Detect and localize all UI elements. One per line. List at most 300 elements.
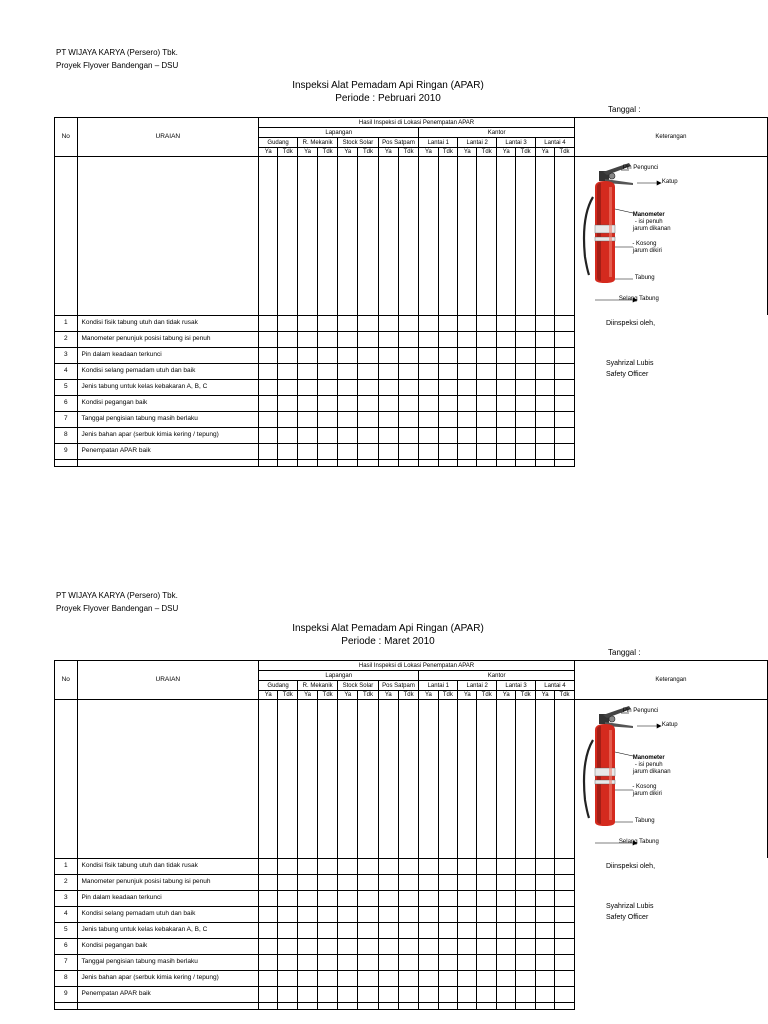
check-cell[interactable] (516, 938, 536, 954)
check-cell[interactable] (477, 315, 497, 331)
check-cell[interactable] (516, 874, 536, 890)
check-cell[interactable] (298, 363, 318, 379)
check-cell[interactable] (358, 922, 378, 938)
check-cell[interactable] (298, 331, 318, 347)
table-row (55, 922, 768, 938)
check-cell[interactable] (378, 874, 398, 890)
check-cell[interactable] (298, 986, 318, 1002)
check-cell[interactable] (419, 906, 438, 922)
check-cell[interactable] (438, 954, 458, 970)
check-cell[interactable] (419, 379, 438, 395)
check-cell[interactable] (259, 986, 278, 1002)
check-cell[interactable] (419, 858, 438, 874)
check-cell[interactable] (555, 379, 575, 395)
check-cell[interactable] (338, 347, 358, 363)
check-cell[interactable] (419, 890, 438, 906)
check-cell[interactable] (555, 986, 575, 1002)
check-cell[interactable] (338, 395, 358, 411)
check-cell[interactable] (555, 954, 575, 970)
check-cell[interactable] (398, 986, 418, 1002)
check-cell[interactable] (338, 363, 358, 379)
check-cell[interactable] (358, 395, 378, 411)
check-cell[interactable] (298, 395, 318, 411)
check-cell[interactable] (278, 315, 298, 331)
check-cell[interactable] (298, 427, 318, 443)
check-cell[interactable] (398, 379, 418, 395)
check-cell[interactable] (338, 331, 358, 347)
check-cell[interactable] (555, 443, 575, 459)
check-cell[interactable] (259, 347, 278, 363)
check-cell[interactable] (516, 363, 536, 379)
check-cell[interactable] (298, 938, 318, 954)
check-cell[interactable] (419, 874, 438, 890)
check-cell[interactable] (298, 379, 318, 395)
check-cell[interactable] (278, 922, 298, 938)
check-cell[interactable] (477, 427, 497, 443)
check-cell[interactable] (438, 890, 458, 906)
check-cell[interactable] (318, 986, 338, 1002)
check-cell[interactable] (536, 443, 555, 459)
check-cell[interactable] (338, 970, 358, 986)
check-cell[interactable] (458, 874, 477, 890)
check-cell[interactable] (438, 427, 458, 443)
check-cell[interactable] (278, 938, 298, 954)
check-cell[interactable] (259, 970, 278, 986)
check-cell[interactable] (477, 890, 497, 906)
check-cell[interactable] (259, 427, 278, 443)
check-cell[interactable] (516, 315, 536, 331)
check-cell[interactable] (318, 363, 338, 379)
check-cell[interactable] (497, 970, 516, 986)
check-cell[interactable] (419, 938, 438, 954)
check-cell[interactable] (298, 858, 318, 874)
check-cell[interactable] (497, 922, 516, 938)
check-cell[interactable] (477, 363, 497, 379)
check-cell[interactable] (358, 938, 378, 954)
check-cell[interactable] (358, 379, 378, 395)
check-cell[interactable] (497, 379, 516, 395)
row-number: 5 (55, 922, 78, 938)
check-cell[interactable] (278, 395, 298, 411)
check-cell[interactable] (318, 922, 338, 938)
check-cell[interactable] (477, 443, 497, 459)
check-cell[interactable] (477, 411, 497, 427)
check-cell[interactable] (536, 890, 555, 906)
check-cell[interactable] (259, 363, 278, 379)
check-cell[interactable] (259, 315, 278, 331)
check-cell[interactable] (278, 970, 298, 986)
check-cell[interactable] (458, 970, 477, 986)
check-cell[interactable] (536, 874, 555, 890)
check-cell[interactable] (358, 331, 378, 347)
check-cell[interactable] (536, 427, 555, 443)
check-cell[interactable] (438, 347, 458, 363)
check-cell[interactable] (338, 411, 358, 427)
check-cell[interactable] (378, 890, 398, 906)
check-cell[interactable] (259, 395, 278, 411)
check-cell[interactable] (555, 970, 575, 986)
check-cell[interactable] (358, 347, 378, 363)
check-cell[interactable] (378, 922, 398, 938)
check-cell[interactable] (516, 443, 536, 459)
check-cell[interactable] (378, 379, 398, 395)
check-cell[interactable] (298, 874, 318, 890)
check-cell[interactable] (555, 315, 575, 331)
check-cell[interactable] (298, 970, 318, 986)
check-cell[interactable] (278, 954, 298, 970)
row-uraian: Pin dalam keadaan terkunci (77, 347, 259, 363)
check-cell[interactable] (438, 938, 458, 954)
company-name: PT WIJAYA KARYA (Persero) Tbk. (56, 591, 178, 600)
check-cell[interactable] (298, 922, 318, 938)
check-cell[interactable] (438, 858, 458, 874)
check-cell[interactable] (458, 315, 477, 331)
check-cell[interactable] (338, 906, 358, 922)
check-cell[interactable] (378, 986, 398, 1002)
check-cell[interactable] (458, 331, 477, 347)
check-cell[interactable] (358, 970, 378, 986)
check-cell[interactable] (419, 315, 438, 331)
check-cell[interactable] (298, 443, 318, 459)
check-cell[interactable] (298, 890, 318, 906)
check-cell[interactable] (536, 363, 555, 379)
check-cell[interactable] (438, 411, 458, 427)
check-cell[interactable] (358, 315, 378, 331)
check-cell[interactable] (358, 954, 378, 970)
check-cell[interactable] (516, 906, 536, 922)
check-cell[interactable] (555, 411, 575, 427)
check-cell[interactable] (278, 331, 298, 347)
check-cell[interactable] (358, 363, 378, 379)
check-cell[interactable] (516, 954, 536, 970)
check-cell[interactable] (378, 858, 398, 874)
check-cell[interactable] (318, 427, 338, 443)
check-cell[interactable] (318, 858, 338, 874)
check-cell[interactable] (536, 315, 555, 331)
check-cell[interactable] (318, 890, 338, 906)
check-cell[interactable] (259, 922, 278, 938)
check-cell[interactable] (259, 890, 278, 906)
check-cell[interactable] (458, 890, 477, 906)
check-cell[interactable] (378, 970, 398, 986)
check-cell[interactable] (338, 938, 358, 954)
check-cell[interactable] (497, 395, 516, 411)
check-cell[interactable] (358, 427, 378, 443)
check-cell[interactable] (477, 379, 497, 395)
check-cell[interactable] (338, 890, 358, 906)
check-cell[interactable] (555, 906, 575, 922)
row-number: 8 (55, 970, 78, 986)
check-cell[interactable] (438, 379, 458, 395)
check-cell[interactable] (477, 858, 497, 874)
check-cell[interactable] (318, 315, 338, 331)
check-cell[interactable] (378, 954, 398, 970)
check-cell[interactable] (477, 906, 497, 922)
check-cell[interactable] (259, 938, 278, 954)
check-cell[interactable] (278, 347, 298, 363)
check-cell[interactable] (477, 874, 497, 890)
tdk-header: Tdk (278, 148, 298, 157)
check-cell[interactable] (458, 906, 477, 922)
check-cell[interactable] (298, 954, 318, 970)
check-cell[interactable] (497, 874, 516, 890)
check-cell[interactable] (458, 938, 477, 954)
check-cell[interactable] (318, 970, 338, 986)
check-cell[interactable] (278, 986, 298, 1002)
check-cell[interactable] (497, 906, 516, 922)
check-cell[interactable] (398, 315, 418, 331)
check-cell[interactable] (477, 331, 497, 347)
check-cell[interactable] (398, 874, 418, 890)
check-cell[interactable] (378, 443, 398, 459)
check-cell[interactable] (318, 395, 338, 411)
check-cell[interactable] (536, 954, 555, 970)
check-cell[interactable] (497, 986, 516, 1002)
check-cell[interactable] (497, 411, 516, 427)
check-cell[interactable] (398, 395, 418, 411)
check-cell[interactable] (398, 331, 418, 347)
check-cell[interactable] (318, 443, 338, 459)
check-cell[interactable] (536, 970, 555, 986)
check-cell[interactable] (477, 970, 497, 986)
check-cell[interactable] (318, 411, 338, 427)
tdk-header: Tdk (438, 691, 458, 700)
check-cell[interactable] (378, 347, 398, 363)
check-cell[interactable] (555, 858, 575, 874)
check-cell[interactable] (338, 315, 358, 331)
check-cell[interactable] (536, 347, 555, 363)
check-cell[interactable] (318, 331, 338, 347)
check-cell[interactable] (259, 906, 278, 922)
check-cell[interactable] (358, 874, 378, 890)
check-cell[interactable] (419, 395, 438, 411)
check-cell[interactable] (555, 938, 575, 954)
check-cell[interactable] (497, 858, 516, 874)
check-cell[interactable] (378, 938, 398, 954)
check-cell[interactable] (458, 922, 477, 938)
ya-header: Ya (378, 691, 398, 700)
check-cell[interactable] (555, 363, 575, 379)
check-cell[interactable] (497, 315, 516, 331)
check-cell[interactable] (378, 395, 398, 411)
check-cell[interactable] (458, 954, 477, 970)
check-cell[interactable] (259, 331, 278, 347)
check-cell[interactable] (497, 331, 516, 347)
check-cell[interactable] (298, 411, 318, 427)
check-cell[interactable] (378, 363, 398, 379)
check-cell[interactable] (398, 427, 418, 443)
check-cell[interactable] (419, 363, 438, 379)
check-cell[interactable] (516, 379, 536, 395)
check-cell[interactable] (438, 395, 458, 411)
check-cell[interactable] (438, 874, 458, 890)
check-cell[interactable] (536, 986, 555, 1002)
check-cell[interactable] (278, 411, 298, 427)
check-cell[interactable] (278, 858, 298, 874)
check-cell[interactable] (318, 954, 338, 970)
check-cell[interactable] (419, 954, 438, 970)
check-cell[interactable] (497, 363, 516, 379)
check-cell[interactable] (338, 443, 358, 459)
check-cell[interactable] (278, 443, 298, 459)
check-cell[interactable] (398, 954, 418, 970)
check-cell[interactable] (458, 986, 477, 1002)
check-cell[interactable] (477, 986, 497, 1002)
check-cell[interactable] (555, 427, 575, 443)
check-cell[interactable] (497, 954, 516, 970)
check-cell[interactable] (458, 411, 477, 427)
check-cell[interactable] (477, 938, 497, 954)
check-cell[interactable] (378, 331, 398, 347)
check-cell[interactable] (516, 331, 536, 347)
check-cell[interactable] (497, 427, 516, 443)
check-cell[interactable] (378, 427, 398, 443)
check-cell[interactable] (555, 331, 575, 347)
check-cell[interactable] (338, 858, 358, 874)
check-cell[interactable] (419, 443, 438, 459)
check-cell[interactable] (516, 411, 536, 427)
ya-header: Ya (259, 691, 278, 700)
check-cell[interactable] (516, 986, 536, 1002)
check-cell[interactable] (536, 922, 555, 938)
check-cell[interactable] (438, 986, 458, 1002)
check-cell[interactable] (555, 922, 575, 938)
check-cell[interactable] (398, 970, 418, 986)
check-cell[interactable] (438, 922, 458, 938)
check-cell[interactable] (497, 938, 516, 954)
check-cell[interactable] (398, 411, 418, 427)
check-cell[interactable] (259, 411, 278, 427)
check-cell[interactable] (298, 315, 318, 331)
check-cell[interactable] (398, 363, 418, 379)
check-cell[interactable] (358, 986, 378, 1002)
check-cell[interactable] (398, 890, 418, 906)
check-cell[interactable] (338, 379, 358, 395)
check-cell[interactable] (458, 363, 477, 379)
check-cell[interactable] (338, 922, 358, 938)
check-cell[interactable] (516, 858, 536, 874)
check-cell[interactable] (438, 315, 458, 331)
check-cell[interactable] (318, 347, 338, 363)
check-cell[interactable] (438, 443, 458, 459)
check-cell[interactable] (259, 379, 278, 395)
check-cell[interactable] (398, 443, 418, 459)
check-cell[interactable] (278, 379, 298, 395)
check-cell[interactable] (398, 347, 418, 363)
check-cell[interactable] (358, 906, 378, 922)
check-cell[interactable] (458, 858, 477, 874)
check-cell[interactable] (278, 363, 298, 379)
check-cell[interactable] (477, 395, 497, 411)
check-cell[interactable] (419, 986, 438, 1002)
check-cell[interactable] (398, 858, 418, 874)
check-cell[interactable] (419, 411, 438, 427)
check-cell[interactable] (259, 954, 278, 970)
check-cell[interactable] (259, 443, 278, 459)
check-cell[interactable] (477, 954, 497, 970)
check-cell[interactable] (318, 938, 338, 954)
check-cell[interactable] (358, 443, 378, 459)
check-cell[interactable] (516, 427, 536, 443)
check-cell[interactable] (516, 890, 536, 906)
check-cell[interactable] (398, 938, 418, 954)
check-cell[interactable] (398, 922, 418, 938)
check-cell[interactable] (536, 906, 555, 922)
check-cell[interactable] (298, 906, 318, 922)
check-cell[interactable] (358, 858, 378, 874)
check-cell[interactable] (378, 315, 398, 331)
check-cell[interactable] (555, 395, 575, 411)
check-cell[interactable] (536, 938, 555, 954)
check-cell[interactable] (536, 858, 555, 874)
check-cell[interactable] (358, 411, 378, 427)
check-cell[interactable] (419, 331, 438, 347)
check-cell[interactable] (458, 427, 477, 443)
check-cell[interactable] (438, 363, 458, 379)
check-cell[interactable] (536, 331, 555, 347)
location-header: Lantai 3 (497, 138, 536, 148)
check-cell[interactable] (497, 890, 516, 906)
check-cell[interactable] (338, 874, 358, 890)
check-cell[interactable] (358, 890, 378, 906)
check-cell[interactable] (497, 443, 516, 459)
check-cell[interactable] (419, 427, 438, 443)
check-cell[interactable] (438, 970, 458, 986)
check-cell[interactable] (298, 347, 318, 363)
check-cell[interactable] (338, 954, 358, 970)
check-cell[interactable] (516, 922, 536, 938)
check-cell[interactable] (477, 922, 497, 938)
check-cell[interactable] (338, 427, 358, 443)
check-cell[interactable] (278, 427, 298, 443)
check-cell[interactable] (318, 906, 338, 922)
check-cell[interactable] (516, 970, 536, 986)
check-cell[interactable] (419, 922, 438, 938)
check-cell[interactable] (278, 906, 298, 922)
check-cell[interactable] (536, 395, 555, 411)
check-cell[interactable] (555, 890, 575, 906)
check-cell[interactable] (259, 874, 278, 890)
check-cell[interactable] (398, 906, 418, 922)
check-cell[interactable] (555, 874, 575, 890)
check-cell[interactable] (458, 347, 477, 363)
check-cell[interactable] (536, 379, 555, 395)
check-cell[interactable] (516, 395, 536, 411)
check-cell[interactable] (555, 347, 575, 363)
row-number: 7 (55, 411, 78, 427)
row-uraian: Pin dalam keadaan terkunci (77, 890, 259, 906)
check-cell[interactable] (458, 379, 477, 395)
check-cell[interactable] (318, 379, 338, 395)
check-cell[interactable] (458, 395, 477, 411)
check-cell[interactable] (259, 858, 278, 874)
check-cell[interactable] (378, 906, 398, 922)
check-cell[interactable] (516, 347, 536, 363)
check-cell[interactable] (419, 970, 438, 986)
check-cell[interactable] (536, 411, 555, 427)
check-cell[interactable] (438, 331, 458, 347)
check-cell[interactable] (318, 874, 338, 890)
check-cell[interactable] (458, 443, 477, 459)
check-cell[interactable] (378, 411, 398, 427)
check-cell[interactable] (419, 347, 438, 363)
check-cell[interactable] (497, 347, 516, 363)
check-cell[interactable] (338, 986, 358, 1002)
check-cell[interactable] (438, 906, 458, 922)
check-cell[interactable] (278, 890, 298, 906)
check-cell[interactable] (477, 347, 497, 363)
check-cell[interactable] (278, 874, 298, 890)
